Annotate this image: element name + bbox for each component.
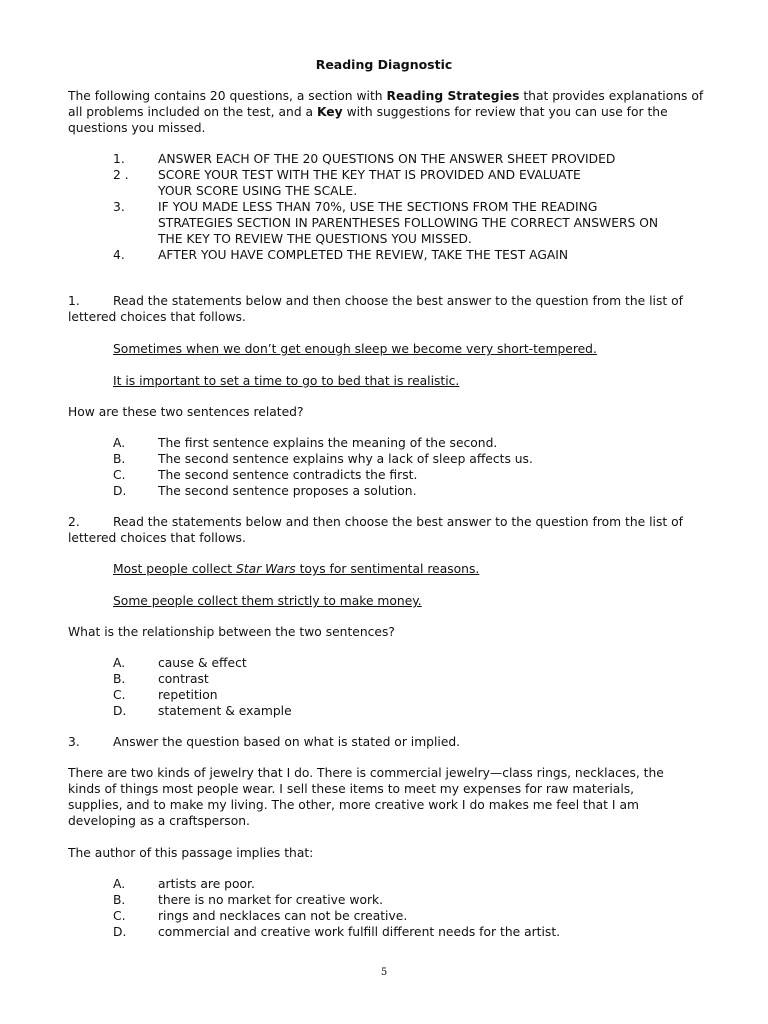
passage-line: kinds of things most people wear. I sell these items to meet my expenses for raw materials, <box>68 782 635 796</box>
question-number: 2. <box>68 515 80 529</box>
question-prompt: Answer the question based on what is stated or implied. <box>113 735 461 749</box>
intro-bold-reading-strategies: Reading Strategies <box>386 89 520 103</box>
intro-text-2: that provides explanations of all problems included on the test, and a <box>68 89 704 119</box>
statement-2: Some people collect them strictly to make money. <box>113 594 422 608</box>
choice-letter: B. <box>113 893 126 907</box>
choice-text: contrast <box>158 672 209 686</box>
instruction-line: THE KEY TO REVIEW THE QUESTIONS YOU MISSED. <box>158 232 472 246</box>
choice-letter: A. <box>113 656 126 670</box>
choice-text: The second sentence proposes a solution. <box>158 484 417 498</box>
page-title: Reading Diagnostic <box>315 57 453 72</box>
instruction-line: IF YOU MADE LESS THAN 70%, USE THE SECTIONS FROM THE READING <box>158 200 598 214</box>
page-number: 5 <box>380 967 388 978</box>
intro-paragraph <box>68 88 708 136</box>
question-prompt-cont: lettered choices that follows. <box>68 310 246 324</box>
choice-letter: B. <box>113 672 126 686</box>
statement-1 <box>113 561 479 577</box>
statement-2: It is important to set a time to go to bed that is realistic. <box>113 374 460 388</box>
choice-letter: C. <box>113 688 126 702</box>
choice-text: artists are poor. <box>158 877 255 891</box>
question-prompt-cont: lettered choices that follows. <box>68 531 246 545</box>
instruction-line: YOUR SCORE USING THE SCALE. <box>158 184 358 198</box>
choice-letter: D. <box>113 484 127 498</box>
question-number: 1. <box>68 294 80 308</box>
question-prompt: Read the statements below and then choose the best answer to the question from the list of <box>113 294 683 308</box>
intro-text-3: with suggestions for review that you can use for the questions you missed. <box>68 105 668 135</box>
instruction-line: AFTER YOU HAVE COMPLETED THE REVIEW, TAKE THE TEST AGAIN <box>158 248 569 262</box>
statement-1-pre: Most people collect <box>113 562 237 576</box>
instruction-number: 4. <box>113 248 125 262</box>
statement-1-italic: Star Wars <box>236 562 296 576</box>
statement-1-post: toys for sentimental reasons. <box>295 562 480 576</box>
choice-text: repetition <box>158 688 218 702</box>
choice-text: statement & example <box>158 704 292 718</box>
question-text: What is the relationship between the two sentences? <box>68 625 395 639</box>
choice-text: The second sentence explains why a lack of sleep affects us. <box>158 452 533 466</box>
intro-bold-key: Key <box>316 105 343 119</box>
intro-text-1: The following contains 20 questions, a section with <box>68 89 387 103</box>
choice-letter: B. <box>113 452 126 466</box>
instruction-line: ANSWER EACH OF THE 20 QUESTIONS ON THE ANSWER SHEET PROVIDED <box>158 152 616 166</box>
instruction-line: SCORE YOUR TEST WITH THE KEY THAT IS PROVIDED AND EVALUATE <box>158 168 581 182</box>
question-text: The author of this passage implies that: <box>68 846 314 860</box>
choice-letter: C. <box>113 909 126 923</box>
instruction-line: STRATEGIES SECTION IN PARENTHESES FOLLOWING THE CORRECT ANSWERS ON <box>158 216 659 230</box>
instruction-number: 3. <box>113 200 125 214</box>
choice-text: The first sentence explains the meaning of the second. <box>158 436 498 450</box>
choice-text: rings and necklaces can not be creative. <box>158 909 408 923</box>
choice-text: commercial and creative work fulfill different needs for the artist. <box>158 925 561 939</box>
passage-line: supplies, and to make my living. The other, more creative work I do makes me feel that I am <box>68 798 639 812</box>
question-number: 3. <box>68 735 80 749</box>
choice-text: The second sentence contradicts the first. <box>158 468 418 482</box>
choice-letter: A. <box>113 877 126 891</box>
choice-letter: A. <box>113 436 126 450</box>
question-text: How are these two sentences related? <box>68 405 304 419</box>
choice-letter: D. <box>113 925 127 939</box>
question-prompt: Read the statements below and then choose the best answer to the question from the list of <box>113 515 683 529</box>
passage-line: developing as a craftsperson. <box>68 814 250 828</box>
choice-letter: D. <box>113 704 127 718</box>
choice-letter: C. <box>113 468 126 482</box>
choice-text: there is no market for creative work. <box>158 893 384 907</box>
choice-text: cause & effect <box>158 656 247 670</box>
instruction-number: 2 . <box>113 168 129 182</box>
passage-line: There are two kinds of jewelry that I do. There is commercial jewelry—class rings, necklaces, the <box>68 766 664 780</box>
statement-1: Sometimes when we don’t get enough sleep we become very short-tempered. <box>113 342 597 356</box>
instruction-number: 1. <box>113 152 125 166</box>
